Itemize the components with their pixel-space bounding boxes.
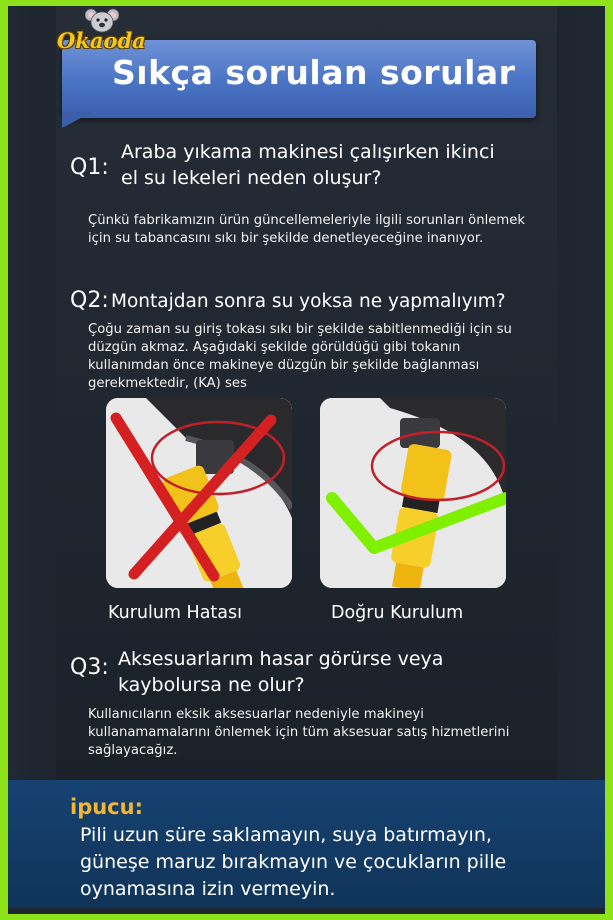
q2-question: Montajdan sonra su yoksa ne yapmalıyım? [111, 291, 506, 312]
q1-answer: Çünkü fabrikamızın ürün güncellemeleriyle ilgili sorunları önlemek için su tabancasını sıkı bir şekilde denetleyeceğine inanıyor. [88, 213, 525, 246]
right-edge [557, 6, 605, 786]
q1-question: Araba yıkama makinesi çalışırken ikinci el su lekeleri neden oluşur? [121, 141, 495, 189]
wrong-installation-photo [106, 398, 292, 588]
wrong-installation-caption: Kurulum Hatası [108, 603, 242, 623]
correct-installation-photo [320, 398, 506, 588]
q3-answer: Kullanıcıların eksik aksesuarlar nedeniyle makineyi kullanamamalarını önlemek için tüm aksesuar satış hizmetlerini sağlayacağız. [88, 707, 510, 758]
q3-question: Aksesuarlarım hasar görürse veya kaybolursa ne olur? [118, 648, 444, 696]
wrong-installation-illustration [106, 398, 292, 588]
brand-logo-text: Okaoda [57, 28, 146, 53]
q1-label: Q1: [70, 155, 109, 180]
left-edge [8, 6, 56, 786]
page-title: Sıkça sorulan sorular [112, 53, 516, 92]
tip-label: ipucu: [70, 795, 143, 819]
q2-label: Q2: [70, 288, 109, 313]
correct-installation-illustration [320, 398, 506, 588]
correct-installation-caption: Doğru Kurulum [331, 603, 464, 623]
banner-tail [62, 112, 92, 128]
q3-label: Q3: [70, 655, 109, 680]
q2-answer: Çoğu zaman su giriş tokası sıkı bir şekilde sabitlenmediği için su düzgün akmaz. Aşağıdaki şekilde görüldüğü gibi tokanın kullanımdan önce makineye düzgün bir şekilde bağlanması gerekmektedir, (KA) ses [88, 322, 512, 391]
tip-text: Pili uzun süre saklamayın, suya batırmayın, güneşe maruz bırakmayın ve çocukların pille oynamasına izin vermeyin. [80, 824, 507, 900]
